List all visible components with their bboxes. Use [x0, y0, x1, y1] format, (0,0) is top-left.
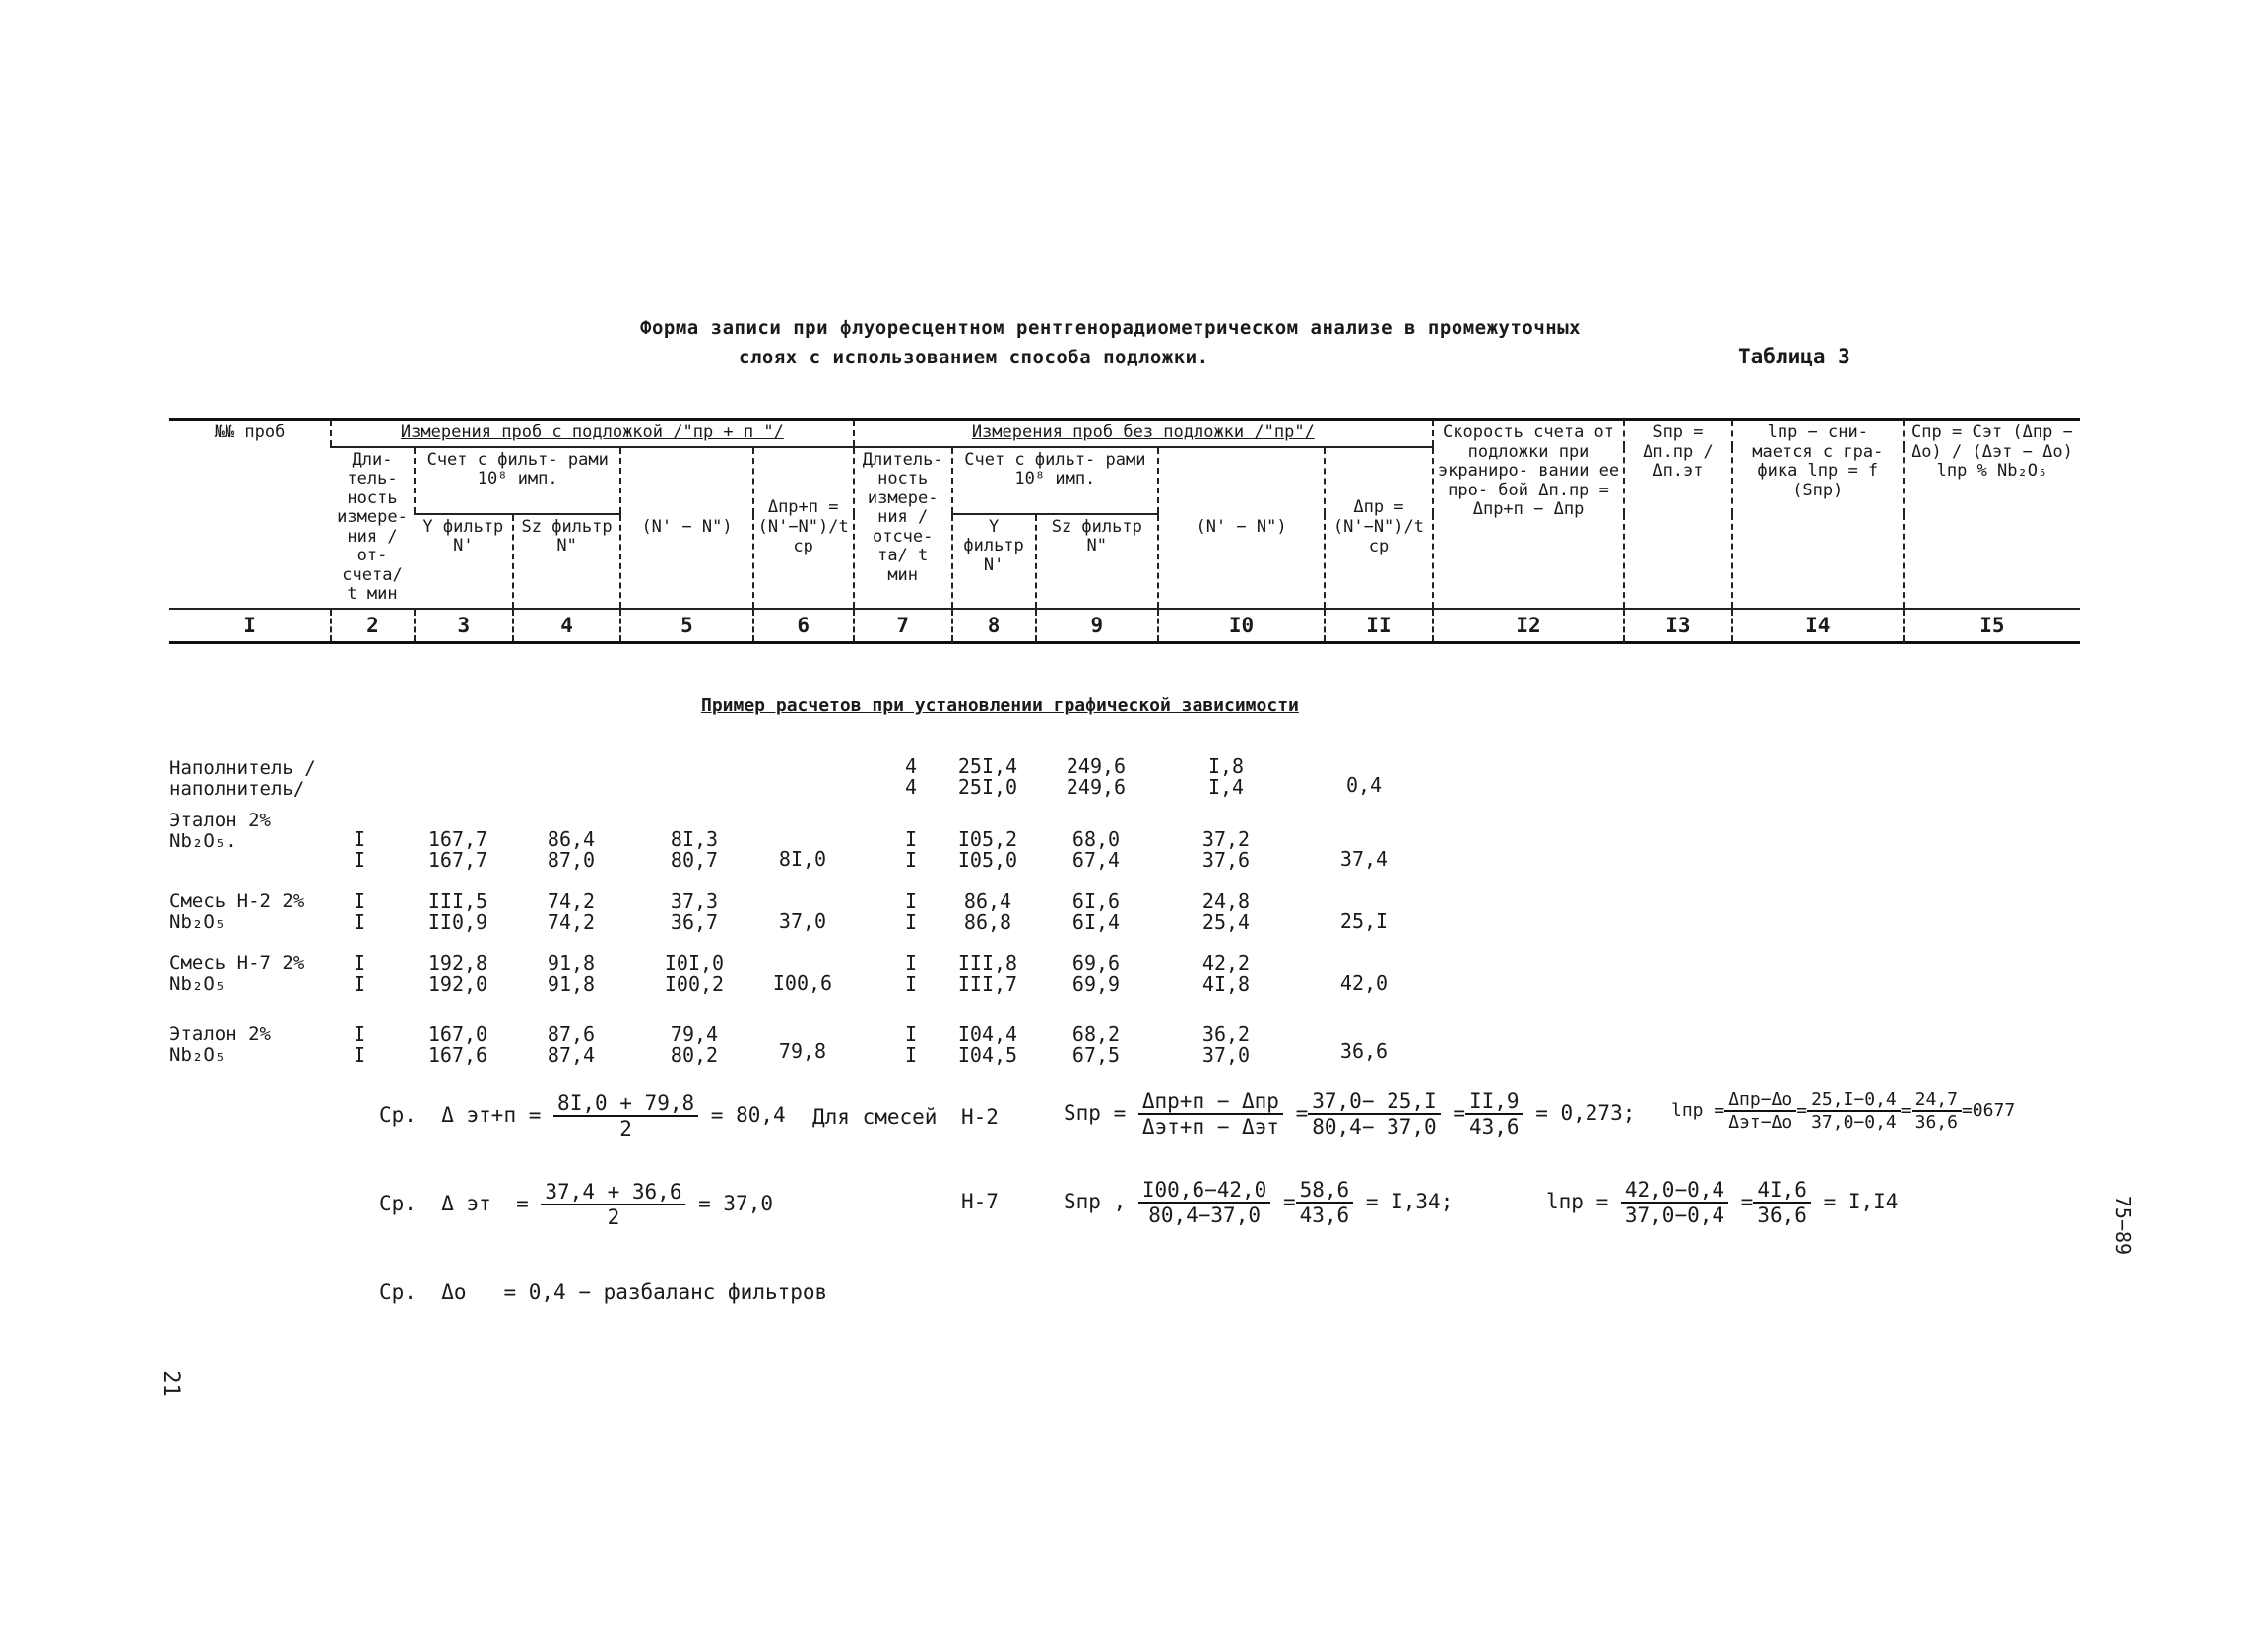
calc-numerator: 4I,6	[1753, 1178, 1811, 1204]
section-title: Пример расчетов при установлении графической зависимости	[701, 695, 1299, 716]
calc-fraction	[1724, 1089, 1796, 1133]
calc-result: = I,I4	[1823, 1190, 1899, 1213]
header-filter-sz-2: Sz фильтр N"	[1036, 514, 1159, 609]
calc-result: =0677	[1961, 1100, 2016, 1121]
row-cell: 249,6 249,6	[1066, 754, 1127, 799]
column-number: 7	[854, 609, 952, 643]
row-cell: 42,0	[1339, 971, 1389, 995]
row-cell: I0I,0 I00,2	[664, 951, 725, 996]
calc-numerator: Δпр−Δо	[1724, 1089, 1796, 1112]
row-cell: I I	[904, 827, 918, 872]
calc-denominator: Δэт+п − Δэт	[1141, 1115, 1279, 1139]
row-cell: 69,6 69,9	[1071, 951, 1121, 996]
calc-lhs: lпр =	[1546, 1190, 1609, 1213]
calc-numerator: Δпр+п − Δпр	[1138, 1089, 1283, 1115]
row-cell: I I	[904, 1022, 918, 1067]
calc-line-3	[379, 1280, 827, 1304]
row-cell: 68,2 67,5	[1071, 1022, 1121, 1067]
row-cell: 37,4	[1339, 847, 1389, 871]
calc-denominator: 80,4−37,0	[1148, 1204, 1261, 1227]
header-col-samples: №№ проб	[169, 420, 331, 609]
header-speed: Скорость счета от подложки при экраниро- вании ее про- бой Δп.пр = Δпр+п − Δпр	[1433, 420, 1624, 609]
column-number: 4	[513, 609, 621, 643]
calc-numerator: 8I,0 + 79,8	[553, 1091, 698, 1117]
row-cell: 74,2 74,2	[547, 889, 596, 934]
calc-numerator: 58,6	[1296, 1178, 1354, 1204]
row-cell: I I	[904, 889, 918, 934]
calc-fraction	[1308, 1089, 1440, 1139]
header-group-with-substrate: Измерения проб с подложкой /"пр + п "/	[331, 420, 854, 447]
calc-s-pr-1: Sпр = $\frac{\text{Δпр+п − Δпр}}{\text{Δэт+п − Δэт}}$ = $\frac{37,0- 25,I}{80,4- 37,0}$ = $\frac{II,9}{43,6}$ = 0,273;	[1064, 1089, 1636, 1139]
row-cell: 68,0 67,4	[1071, 827, 1121, 872]
row-cell: 0,4	[1345, 773, 1383, 797]
calc-denominator: 36,6	[1914, 1112, 1958, 1133]
row-cell: 167,7 167,7	[427, 827, 488, 872]
header-filter-sz: Sz фильтр N"	[513, 514, 621, 609]
row-cell: 79,4 80,2	[670, 1022, 719, 1067]
row-cell: I00,6	[772, 971, 833, 995]
calc-s-pr-2: Sпр , $\frac{I00,6-42,0}{80,4-37,0}$ = $\frac{58,6}{43,6}$ = I,34;	[1064, 1178, 1454, 1227]
row-label: Наполнитель /наполнитель/	[169, 757, 316, 800]
calc-line-1	[379, 1091, 786, 1140]
row-cell: 37,0	[778, 909, 827, 933]
calc-lhs: lпр =	[1671, 1100, 1725, 1121]
column-number: 5	[620, 609, 752, 643]
calc-denominator: Δэт−Δо	[1728, 1112, 1793, 1133]
calc-numerator: 42,0−0,4	[1621, 1178, 1728, 1204]
calc-fraction	[1465, 1089, 1523, 1139]
calc-symbol: Δо	[441, 1280, 467, 1304]
calc-lhs: Sпр =	[1064, 1101, 1127, 1125]
column-number: 6	[753, 609, 854, 643]
row-cell: 8I,0	[778, 847, 827, 871]
calc-denominator: 43,6	[1299, 1204, 1350, 1227]
header-diff: (N' − N")	[620, 447, 752, 609]
calc-result: = 80,4	[710, 1103, 786, 1127]
calc-fraction	[1296, 1178, 1354, 1227]
header-filter-y-2: Y фильтр N'	[952, 514, 1036, 609]
row-cell: 37,3 36,7	[670, 889, 719, 934]
column-number: I	[169, 609, 331, 643]
row-cell: 8I,3 80,7	[670, 827, 719, 872]
calc-denominator: 2	[619, 1117, 632, 1140]
row-cell: 37,2 37,6	[1201, 827, 1251, 872]
header-duration: Дли- тель- ность измере- ния /от- счета/ t мин	[331, 447, 415, 609]
calc-result: = 0,4 − разбаланс фильтров	[503, 1280, 828, 1304]
side-mark: 75−89	[2111, 1195, 2136, 1256]
calc-result: = 37,0	[698, 1192, 773, 1215]
row-cell: 87,6 87,4	[547, 1022, 596, 1067]
calc-result: = 0,273;	[1535, 1101, 1636, 1125]
calc-fraction	[1807, 1089, 1901, 1133]
mix-h2: Н-2	[961, 1105, 999, 1129]
row-label: Смесь Н-7 2% Nb₂O₅	[169, 952, 305, 995]
calc-denominator: 43,6	[1468, 1115, 1520, 1139]
header-l-pr: lпр − сни- мается с гра- фика lпр = f (Sпр)	[1732, 420, 1904, 609]
mix-label: Для смесей	[812, 1105, 938, 1129]
header-c-pr: Cпр = Cэт (Δпр − Δо) / (Δэт − Δо) lпр % Nb₂O₅	[1904, 420, 2080, 609]
row-cell: 42,2 4I,8	[1201, 951, 1251, 996]
calc-numerator: 37,0− 25,I	[1308, 1089, 1440, 1115]
calc-line-2: Ср. Δ эт = $\frac{37,4 + 36,6}{2}$ = 37,0	[379, 1180, 773, 1229]
calc-lhs: Sпр	[1064, 1190, 1101, 1213]
row-cell: 36,2 37,0	[1201, 1022, 1251, 1067]
column-number: II	[1325, 609, 1433, 643]
column-number: I3	[1624, 609, 1732, 643]
header-delta-prn: Δпр+п = (N'−N")/t ср	[753, 447, 854, 609]
row-cell: 167,0 167,6	[427, 1022, 488, 1067]
calc-numerator: 37,4 + 36,6	[541, 1180, 685, 1205]
calc-l-pr-1: lпр = $\frac{\text{Δпр−Δо}}{\text{Δэт−Δо}}$ = $\frac{25,I-0,4}{37,0-0,4}$ = $\frac{24,7}{36,6}$ =0677	[1671, 1089, 2016, 1133]
row-cell: 79,8	[778, 1039, 827, 1063]
column-number: 3	[415, 609, 513, 643]
header-duration-2: Длитель- ность измере- ния /отсче- та/ t мин	[854, 447, 952, 609]
row-cell: III,8 III,7	[957, 951, 1018, 996]
row-cell: 91,8 91,8	[547, 951, 596, 996]
column-number: I4	[1732, 609, 1904, 643]
row-cell: I I	[353, 889, 366, 934]
calc-denominator: 37,0−0,4	[1811, 1112, 1897, 1133]
column-number: I0	[1158, 609, 1325, 643]
row-cell: 25,I	[1339, 909, 1389, 933]
table-caption-line2: слоях с использованием способа подложки.	[739, 347, 1209, 368]
header-filter-y: Y фильтр N'	[415, 514, 513, 609]
mix-h7: Н-7	[961, 1190, 999, 1213]
calc-denominator: 37,0−0,4	[1624, 1204, 1725, 1227]
row-cell: I I	[353, 827, 366, 872]
calc-fraction	[1753, 1178, 1811, 1227]
row-cell: 4 4	[904, 754, 918, 799]
calc-numerator: 25,I−0,4	[1807, 1089, 1901, 1112]
calc-symbol: Δ эт+п =	[441, 1103, 542, 1127]
calc-numerator: II,9	[1465, 1089, 1523, 1115]
calc-numerator: I00,6−42,0	[1138, 1178, 1270, 1204]
row-cell: 25I,4 25I,0	[957, 754, 1018, 799]
header-diff-2: (N' − N")	[1158, 447, 1325, 609]
header-s-pr: Sпр = Δп.пр / Δп.эт	[1624, 420, 1732, 609]
row-cell: I I	[353, 1022, 366, 1067]
calc-fraction	[1138, 1089, 1283, 1139]
row-cell: I I	[353, 951, 366, 996]
row-label: Эталон 2% Nb₂O₅.	[169, 810, 271, 852]
calc-fraction	[553, 1091, 698, 1140]
header-count-group-2: Счет с фильт- рами 10⁸ имп.	[952, 447, 1158, 514]
column-number: 8	[952, 609, 1036, 643]
row-cell: I04,4 I04,5	[957, 1022, 1018, 1067]
row-cell: 6I,6 6I,4	[1071, 889, 1121, 934]
calc-prefix: Ср.	[379, 1192, 417, 1215]
header-delta-pr: Δпр = (N'−N")/t ср	[1325, 447, 1433, 609]
column-numbers-row	[169, 609, 2080, 643]
row-cell: I05,2 I05,0	[957, 827, 1018, 872]
column-number: 2	[331, 609, 415, 643]
calc-symbol: Δ эт	[441, 1192, 491, 1215]
calc-prefix: Ср.	[379, 1280, 417, 1304]
row-cell: 36,6	[1339, 1039, 1389, 1063]
calc-denominator: 36,6	[1757, 1204, 1807, 1227]
calc-fraction	[541, 1180, 685, 1229]
calc-fraction	[1621, 1178, 1728, 1227]
calc-prefix: Ср.	[379, 1103, 417, 1127]
row-label: Смесь Н-2 2% Nb₂O₅	[169, 890, 305, 933]
row-cell: 86,4 87,0	[547, 827, 596, 872]
row-cell: 192,8 192,0	[427, 951, 488, 996]
column-number: I2	[1433, 609, 1624, 643]
calc-denominator: 80,4− 37,0	[1312, 1115, 1437, 1139]
row-cell: I,8 I,4	[1207, 754, 1245, 799]
header-group-without-substrate: Измерения проб без подложки /"пр"/	[854, 420, 1433, 447]
row-cell: 86,4 86,8	[963, 889, 1012, 934]
header-count-group: Счет с фильт- рами 10⁸ имп.	[415, 447, 620, 514]
table-caption-line1: Форма записи при флуоресцентном рентгенорадиометрическом анализе в промежуточных	[640, 317, 1582, 339]
table-number: Таблица 3	[1738, 345, 1850, 368]
row-cell: I I	[904, 951, 918, 996]
page-number: 21	[158, 1370, 183, 1397]
header-table	[169, 418, 2080, 644]
calc-fraction	[1138, 1178, 1270, 1227]
calc-fraction	[1912, 1089, 1962, 1133]
row-cell: 24,8 25,4	[1201, 889, 1251, 934]
calc-result: = I,34;	[1365, 1190, 1454, 1213]
calc-denominator: 2	[607, 1205, 620, 1229]
row-label: Эталон 2% Nb₂O₅	[169, 1023, 271, 1066]
calc-l-pr-2: lпр = $\frac{42,0-0,4}{37,0-0,4}$ = $\frac{4I,6}{36,6}$ = I,I4	[1546, 1178, 1899, 1227]
row-cell: III,5 II0,9	[427, 889, 488, 934]
column-number: 9	[1036, 609, 1159, 643]
column-number: I5	[1904, 609, 2080, 643]
calc-numerator: 24,7	[1912, 1089, 1962, 1112]
